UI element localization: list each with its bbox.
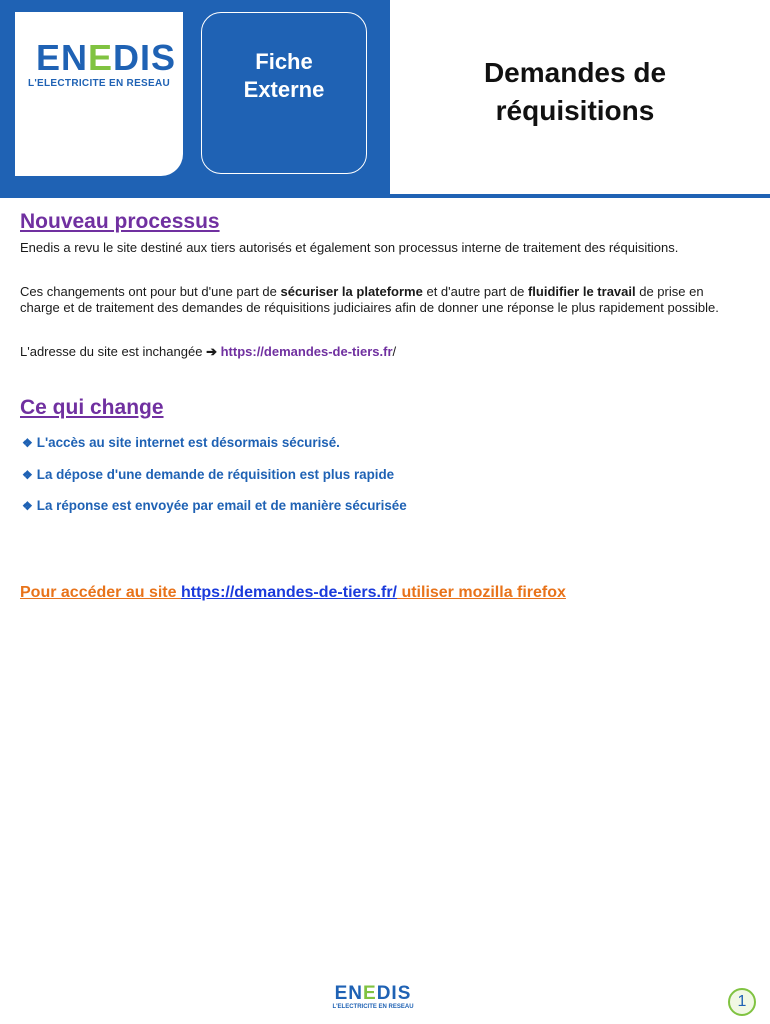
page-header xyxy=(0,0,770,198)
title-line2: réquisitions xyxy=(495,95,655,126)
cta-site-link[interactable]: https://demandes-de-tiers.fr/ xyxy=(180,584,397,601)
fiche-type-box xyxy=(201,12,367,174)
list-item xyxy=(22,467,394,482)
diamond-bullet-icon: ❖ xyxy=(22,468,33,482)
site-link-slash: / xyxy=(392,344,397,359)
cta-suffix: utiliser mozilla firefox xyxy=(397,584,566,601)
paragraph-address xyxy=(20,344,745,360)
fiche-label-line1: Fiche xyxy=(255,49,313,74)
address-text: L'adresse du site est inchangée xyxy=(20,344,207,359)
section-heading-nouveau-processus: Nouveau processus xyxy=(20,210,220,233)
list-item-text: La réponse est envoyée par email et de manière sécurisée xyxy=(36,498,407,513)
section-heading-ce-qui-change: Ce qui change xyxy=(20,396,164,419)
list-item-text: La dépose d'une demande de réquisition est plus rapide xyxy=(36,467,395,482)
title-line1: Demandes de xyxy=(483,57,667,88)
fiche-label-line2: Externe xyxy=(243,77,325,102)
list-item xyxy=(22,498,407,513)
arrow-right-icon: ➔ xyxy=(206,344,217,359)
page-number-badge: 1 xyxy=(728,988,756,1016)
header-rule xyxy=(0,194,770,198)
cta-prefix: Pour accéder au site xyxy=(20,584,181,601)
logo-wordmark: ENEDIS xyxy=(35,37,177,78)
paragraph-changes-text-e: de prise en charge et de traitement des demandes de réquisitions judiciaires afin de donner une réponse le plus rapidement possible. xyxy=(20,284,719,315)
paragraph-changes-text-a: Ces changements ont pour but d'une part de xyxy=(20,284,281,299)
call-to-action xyxy=(20,584,566,602)
list-item-text: L'accès au site internet est désormais sécurisé. xyxy=(36,435,340,450)
enedis-logo xyxy=(15,12,183,176)
paragraph-changes-text-c: et d'autre part de xyxy=(422,284,528,299)
footer-logo-tagline: L'ELECTRICITE EN RESEAU xyxy=(332,1004,414,1010)
paragraph-changes xyxy=(20,284,745,316)
document-title xyxy=(420,54,730,130)
site-link[interactable]: https://demandes-de-tiers.fr xyxy=(220,344,393,359)
diamond-bullet-icon: ❖ xyxy=(22,499,33,513)
footer-logo-wordmark: ENEDIS xyxy=(334,983,412,1004)
emphasis-securiser: sécuriser la plateforme xyxy=(280,284,423,299)
diamond-bullet-icon: ❖ xyxy=(22,436,33,450)
footer-enedis-logo xyxy=(328,984,418,1010)
list-item xyxy=(22,435,340,450)
paragraph-intro: Enedis a revu le site destiné aux tiers autorisés et également son processus interne de traitement des réquisitions. xyxy=(20,240,679,255)
logo-tagline: L'ELECTRICITE EN RESEAU xyxy=(27,78,171,89)
emphasis-fluidifier: fluidifier le travail xyxy=(527,284,636,299)
